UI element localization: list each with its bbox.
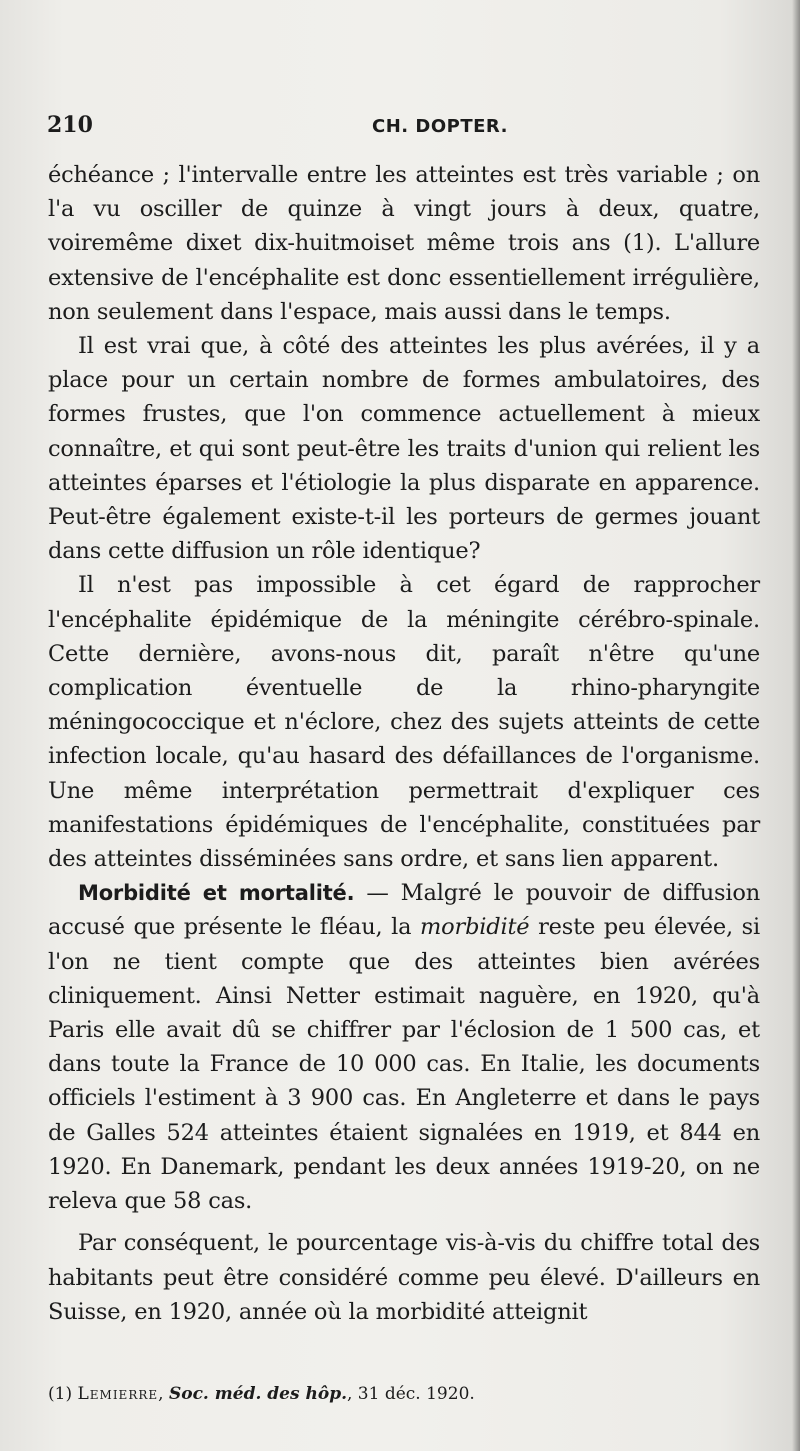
paragraph-percentage: Par conséquent, le pourcentage vis-à-vis du chiffre total des habitants peut être considéré comme peu élevé. D'ailleurs en Suisse, en 1920, année où la morbidité atteignit (48, 1230, 760, 1325)
paragraph-meningitis-comparison: Il n'est pas impossible à cet égard de rapprocher l'encéphalite épidémique de la méningite cérébro-spinale. Cette dernière, avons-nous dit, paraît n'être qu'une complication éventuelle de la rhino-pharyngite méningococcique et n'éclore, chez des sujets atteints de cette infection locale, qu'au hasard des défaillances de l'organisme. Une même interprétation permettrait d'expliquer ces manifestations épidémiques de l'encéphalite, constituées par des atteintes disséminées sans ordre, et sans lien apparent. (48, 572, 760, 873)
morbidity-text-end: reste peu élevée, si l'on ne tient compte que des atteintes bien avérées cliniquement. Ainsi Netter estimait naguère, en 1920, qu'à Paris elle avait dû se chiffrer par l'éclosion de 1 500 cas, et dans toute la France de 10 000 cas. En Italie, les documents officiels l'estiment à 3 900 cas. En Angleterre et dans le pays de Galles 524 atteintes étaient signalées en 1919, et 844 en 1920. En Danemark, pendant les deux années 1919-20, on ne releva que 58 cas. (48, 914, 760, 1215)
page-header (47, 112, 747, 144)
paragraph-morbidity (48, 876, 760, 1218)
body-text (48, 158, 760, 1329)
footnote-date: , 31 déc. 1920. (347, 1384, 475, 1404)
section-heading: Morbidité et mortalité. (78, 881, 355, 906)
footnote-separator: , (158, 1384, 169, 1404)
paragraph-continuation: échéance ; l'intervalle entre les atteintes est très variable ; on l'a vu osciller de quinze à vingt jours à deux, quatre, voiremême dixet dix-huitmoiset même trois ans (1). L'allure extensive de l'encéphalite est donc essentiellement irrégulière, non seulement dans l'espace, mais aussi dans le temps. (48, 162, 760, 325)
footnote (48, 1384, 475, 1404)
paragraph-ambulatory-forms: Il est vrai que, à côté des atteintes les plus avérées, il y a place pour un certain nombre de formes ambulatoires, des formes frustes, que l'on commence actuellement à mieux connaître, et qui sont peut-être les traits d'union qui relient les atteintes éparses et l'étiologie la plus disparate en apparence. Peut-être également existe-t-il les porteurs de germes jouant dans cette diffusion un rôle identique? (48, 333, 760, 565)
morbidity-text-start: Malgré le pouvoir de diffusion accusé que présente le fléau, la (48, 880, 760, 941)
footnote-journal: Soc. méd. des hôp. (168, 1384, 347, 1404)
morbidity-italic-term: morbidité (420, 914, 530, 941)
footnote-author: Lemierre (77, 1384, 159, 1404)
footnote-marker: (1) (48, 1384, 78, 1404)
heading-dash: — (354, 880, 401, 907)
page-number: 210 (47, 112, 93, 138)
running-head: CH. DOPTER. (372, 116, 508, 137)
